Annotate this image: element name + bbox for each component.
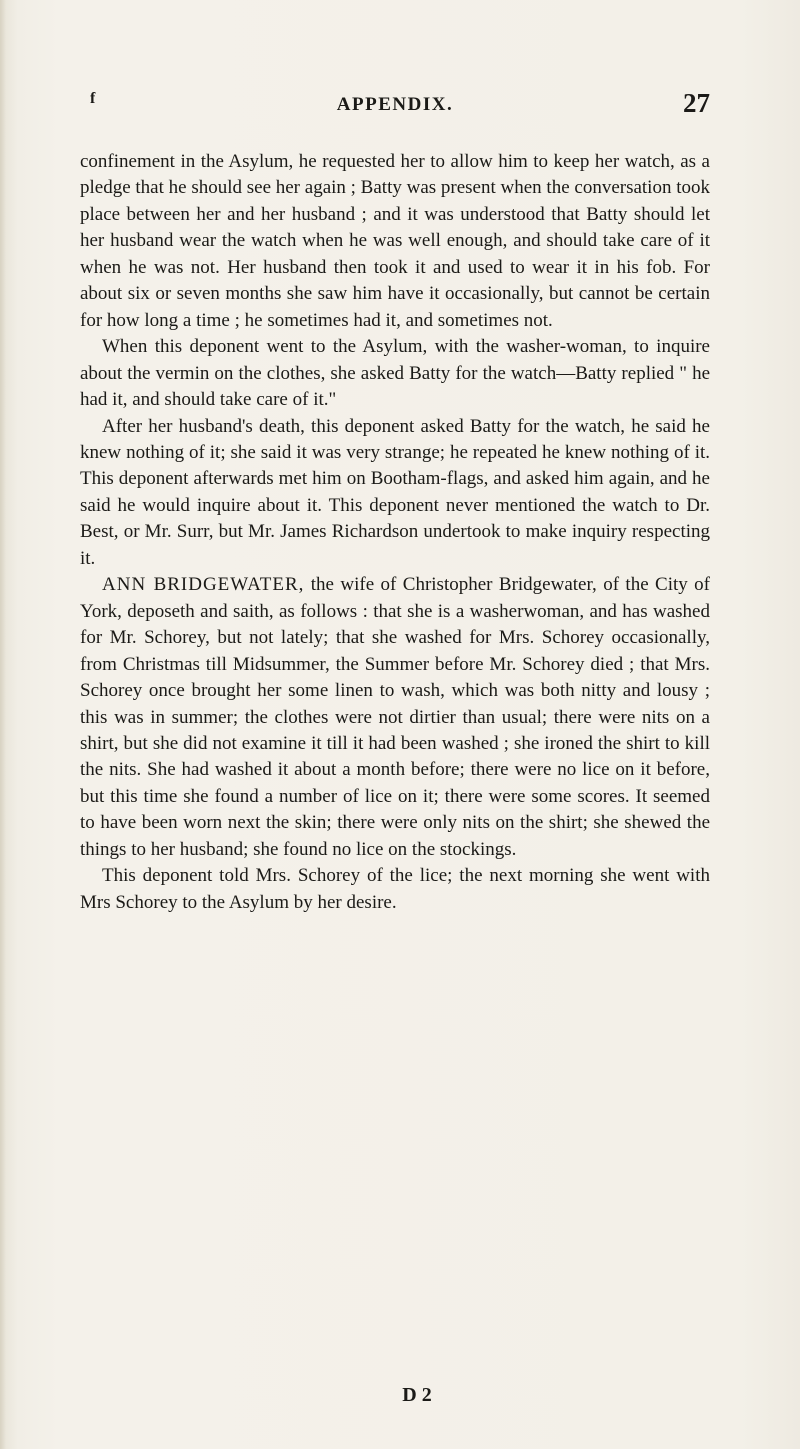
running-head-title: APPENDIX. xyxy=(336,94,454,115)
deponent-name: ANN BRIDGEWATER, xyxy=(102,574,305,596)
printer-signature xyxy=(0,1384,800,1407)
paragraph-told-mrs-schorey: This deponent told Mrs. Schorey of the lice; the next morning she went with Mrs Schorey to the Asylum by her desire. xyxy=(80,865,710,913)
page-number: 27 xyxy=(683,88,710,118)
deposition-text: the wife of Christopher Bridgewater, of the City of York, deposeth and saith, as follows : that she is a washerwoman, and has washed for Mr. Schorey, but not lately; that she washed for Mrs. Schorey occasionally, from Christmas till Midsummer, the Summer before Mr. Schorey died ; that Mrs. Schorey once brought her some linen to wash, which was both nitty and lousy ; this was in summer; the clothes were not dirtier than usual; there were nits on a shirt, but she did not examine it till it had been washed ; she ironed the shirt to kill the nits. She had washed it about a month before; there were no lice on it before, but this time she found a number of lice on it; there were some scores. It seemed to have been worn next the skin; there were only nits on the shirt; she shewed the things to her husband; she found no lice on the stockings. xyxy=(80,574,710,860)
body-text xyxy=(80,149,710,916)
page-binding-shadow xyxy=(0,0,6,1449)
paragraph-bridgewater-deposition xyxy=(80,572,710,863)
paragraph-washerwoman-visit: When this deponent went to the Asylum, with the washer-woman, to inquire about the vermin on the clothes, she asked Batty for the watch—Batty replied " he had it, and should take care of it." xyxy=(80,336,710,411)
signature-mark: D 2 xyxy=(402,1384,432,1406)
paragraph-after-death: After her husband's death, this deponent asked Batty for the watch, he said he knew nothing of it; she said it was very strange; he repeated he knew nothing of it. This deponent afterwards met him on Bootham-flags, and asked him again, and he said he would inquire about it. This deponent never mentioned the watch to Dr. Best, or Mr. Surr, but Mr. James Richardson undertook to make inquiry respecting it. xyxy=(80,415,710,569)
paragraph-continuation: confinement in the Asylum, he requested her to allow him to keep her watch, as a pledge that he should see her again ; Batty was present when the conversation took place between her and her husband ; and it was understood that Batty should let her husband wear the watch when he was well enough, and should take care of it when he was not. Her husband then took it and used to wear it in his fob. For about six or seven months she saw him have it occasionally, but cannot be certain for how long a time ; he sometimes had it, and sometimes not. xyxy=(80,151,710,331)
running-head-mark: f xyxy=(90,90,96,107)
running-head xyxy=(80,88,710,122)
